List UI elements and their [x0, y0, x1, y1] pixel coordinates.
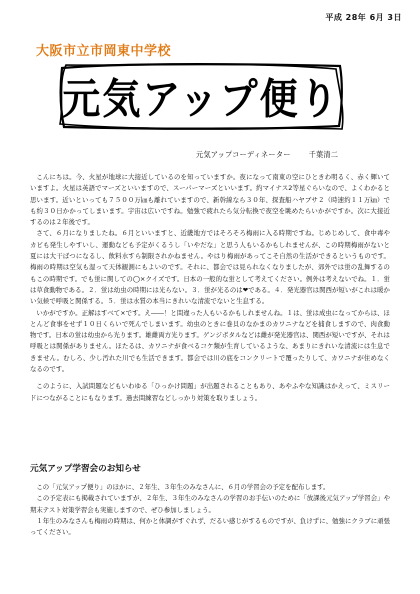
- article-paragraph: さて、６月になりましたね。６月といいますと、近畿地方ではそろそろ梅雨に入る時期ですね。じめじめして、食中毒やカビも発生しやすいし、運動なども予定がくるうし「いやだな」と思う人もいるかもしれませんが、この時期梅雨がないと夏には大干ばつになるし、飲料水すら制限されかねません。やはり梅雨があってこそ自然の生活ができるというものです。梅雨の時期は空気も湿って天体観測にもよいのです。それに、都会では見られなくなりましたが、郊外では蛍の乱舞するのもこの時期です。でも蛍に関しての◯×クイズです。日本の一般的な蛍として考えてください。例外は考えないでね。１．蛍は草食動物である。２．蛍は幼虫の時期には光らない。３．蛍が光るのは❤である。４．発光器官は関西が短いがこれは暖かい気候で呼吸と関係する。５．蛍は水質の本当にきれいな清流でないと生息する。: [30, 229, 390, 306]
- author-name: 千葉清二: [308, 150, 339, 159]
- article-paragraph: このように、入試問題などもいわゆる「ひっかけ問題」が出題されることもあり、あやふやな知識はかえって、ミスリードにつながることにもなります。過去問練習などしっかり対策を取りましょう。: [30, 382, 390, 402]
- section-heading: 元気アップ学習会のお知らせ: [30, 464, 141, 474]
- article-body: [30, 172, 390, 404]
- author-role: 元気アップコーディネーター: [196, 150, 291, 159]
- byline: [196, 150, 338, 160]
- section-paragraph: この予定表にも掲載されていますが、２年生、３年生のみなさんの学習のお手伝いのために「放課後元気アップ学習会」や期末テスト対策学習会も実施しますので、ぜひ参加しましょう。: [30, 494, 390, 514]
- title-frame: [56, 60, 346, 132]
- issue-date: 平成 28年 6月 3日: [325, 13, 402, 22]
- section-paragraph: この「元気アップ便り」のほかに、２年生、３年生のみなさんに、６月の学習会の予定を配布します。: [36, 483, 330, 491]
- school-name: 大阪市立市岡東中学校: [36, 44, 172, 59]
- article-paragraph: いかがですか。正解はすべて×です。え――！と問違った人もいるかもしれませんね。１は、蛍は成虫になってからは、ほとんど食事をせず１０日くらいで死んでしまいます。幼虫のときに巻貝のなかまのカワニナなどを捕食しますので、肉食動物です。日本の蛍は幼虫から光ります。雄雌両方光ります。ゲンジボタルなどは雌が発光器官は、関西が短いですが、それは呼吸とは関係がありません。ほたるは、カワニナが食べるコケ類が生育しているような、あまりにきれいな清流には生息できません。むしろ、少し汚れた川でも生活できます。都会では川の底をコンクリートで覆ったりして、カワニナが住めなくなるのです。: [30, 308, 390, 374]
- newsletter-title: 元気アップ便り: [62, 75, 340, 124]
- article-paragraph: こんにちは。今、火星が地球に大接近しているのを知っていますか。夜になって南東の空にひときわ明るく、赤く輝いていますよ。火星は英語でマーズといいますので、スーパーマーズといいます。約マイナス2等星ぐらいなので、よくわかると思います。近いといっても７５００万㎞も離れていますので、新幹線なら３０年、探査船ハヤブサ２（時速約１１万㎞）でも約３０日かかってしまいます。宇宙は広いですね。勉強で疲れたら気分転換で夜空を眺めたらいかがですか。次に大接近するのは２年後です。: [30, 173, 390, 227]
- section-body: [30, 482, 390, 538]
- section-paragraph: １年生のみなさんも梅雨の時期は、何かと体調がすぐれず、だるい感じがするものですが、負けずに、勉強にクラブに頑張ってください。: [30, 516, 390, 537]
